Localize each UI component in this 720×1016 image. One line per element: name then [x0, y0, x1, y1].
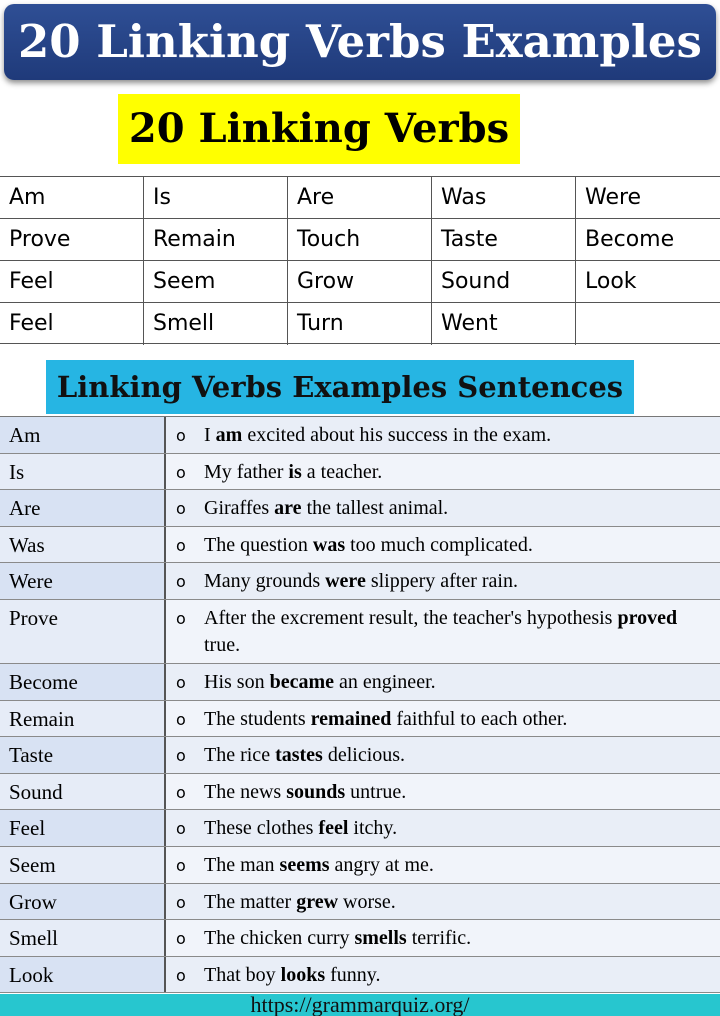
table-row: [0, 454, 720, 491]
sentence-text: [204, 706, 567, 737]
sentence-text: [204, 889, 396, 920]
sentence-end: faithful to each other.: [391, 707, 568, 730]
row-verb: Look: [0, 957, 166, 993]
bullet-icon: o: [176, 608, 186, 628]
sentence-end: slippery after rain.: [365, 570, 518, 593]
sentence-text: [204, 852, 434, 883]
sentence-start: After the excrement result, the teacher's hypothesis: [204, 606, 618, 629]
row-verb: Am: [0, 417, 166, 453]
highlighted-verb: is: [288, 460, 302, 483]
highlighted-verb: grew: [296, 890, 339, 913]
row-verb: Are: [0, 490, 166, 526]
bullet-icon: o: [176, 819, 186, 839]
table-row: [0, 847, 720, 884]
table-row: [0, 417, 720, 454]
bullet-icon: o: [176, 965, 186, 985]
table-row: [0, 490, 720, 527]
sentence-end: terrific.: [406, 927, 472, 950]
row-verb: Taste: [0, 737, 166, 773]
row-verb: Sound: [0, 774, 166, 810]
row-sentence: [166, 417, 720, 453]
bullet-icon: o: [176, 929, 186, 949]
sentence-text: [204, 669, 436, 700]
highlighted-verb: smells: [354, 927, 407, 950]
highlighted-verb: proved: [617, 606, 678, 629]
row-verb: Was: [0, 527, 166, 563]
row-sentence: [166, 920, 720, 956]
sentence-text: [204, 495, 448, 526]
page-title: 20 Linking Verbs Examples: [4, 4, 716, 80]
sentence-end: excited about his success in the exam.: [242, 424, 552, 446]
verb-cell: Prove: [0, 219, 144, 261]
row-verb: Smell: [0, 920, 166, 956]
sentence-end: angry at me.: [329, 853, 434, 876]
sentence-text: [204, 605, 714, 663]
row-sentence: [166, 490, 720, 526]
row-verb: Is: [0, 454, 166, 490]
example-sentences-table: [0, 416, 720, 993]
sentence-text: [204, 925, 471, 956]
row-sentence: [166, 701, 720, 737]
verbs-heading: 20 Linking Verbs: [118, 94, 520, 164]
table-row: [0, 737, 720, 774]
sentence-end: delicious.: [322, 744, 406, 767]
row-verb: Feel: [0, 810, 166, 846]
highlighted-verb: were: [325, 570, 366, 593]
sentence-end: too much complicated.: [345, 533, 533, 556]
row-sentence: [166, 563, 720, 599]
verb-cell: [576, 303, 720, 345]
verb-cell: Taste: [432, 219, 576, 261]
sentence-text: [204, 459, 382, 490]
table-row: [0, 884, 720, 921]
verb-cell: Were: [576, 177, 720, 219]
sentence-text: [204, 568, 518, 599]
sentence-text: [204, 779, 406, 810]
table-row: [0, 701, 720, 738]
row-sentence: [166, 527, 720, 563]
sentence-start: The man: [204, 853, 280, 876]
row-verb: Were: [0, 563, 166, 599]
row-sentence: [166, 664, 720, 700]
bullet-icon: o: [176, 535, 186, 555]
table-row: [0, 920, 720, 957]
table-row: [0, 664, 720, 701]
sentence-text: [204, 962, 381, 993]
sentence-end: worse.: [338, 890, 396, 913]
source-url: https://grammarquiz.org/: [0, 994, 720, 1016]
highlighted-verb: are: [274, 497, 302, 520]
sentence-text: [204, 815, 397, 846]
linking-verbs-grid: [0, 176, 720, 344]
sentence-end: the tallest animal.: [301, 497, 449, 520]
verb-cell: Are: [288, 177, 432, 219]
highlighted-verb: remained: [310, 707, 392, 730]
verb-cell: Feel: [0, 261, 144, 303]
sentences-heading: Linking Verbs Examples Sentences: [46, 360, 634, 414]
row-sentence: [166, 884, 720, 920]
table-row: [0, 527, 720, 564]
verb-cell: Seem: [144, 261, 288, 303]
row-verb: Seem: [0, 847, 166, 883]
verb-cell: Sound: [432, 261, 576, 303]
verb-cell: Remain: [144, 219, 288, 261]
sentence-end: untrue.: [345, 780, 407, 803]
sentence-start: The news: [204, 780, 287, 803]
highlighted-verb: feel: [318, 817, 349, 840]
sentence-end: itchy.: [348, 817, 398, 840]
highlighted-verb: sounds: [286, 780, 346, 803]
verb-cell: Look: [576, 261, 720, 303]
row-sentence: [166, 737, 720, 773]
verb-cell: Grow: [288, 261, 432, 303]
sentence-end: an engineer.: [334, 670, 436, 693]
sentence-start: Giraffes: [204, 497, 275, 520]
bullet-icon: o: [176, 746, 186, 766]
bullet-icon: o: [176, 499, 186, 519]
verb-cell: Smell: [144, 303, 288, 345]
row-sentence: [166, 957, 720, 993]
sentence-end: funny.: [325, 963, 381, 986]
row-sentence: [166, 454, 720, 490]
bullet-icon: o: [176, 672, 186, 692]
sentence-start: These clothes: [204, 817, 319, 840]
verb-cell: Touch: [288, 219, 432, 261]
row-sentence: [166, 774, 720, 810]
row-sentence: [166, 847, 720, 883]
row-verb: Grow: [0, 884, 166, 920]
verb-cell: Become: [576, 219, 720, 261]
sentence-start: His son: [204, 670, 270, 693]
sentence-end: a teacher.: [301, 460, 383, 483]
sentence-start: The rice: [204, 744, 276, 767]
verb-cell: Went: [432, 303, 576, 345]
verb-cell: Am: [0, 177, 144, 219]
bullet-icon: o: [176, 782, 186, 802]
row-verb: Prove: [0, 600, 166, 663]
table-row: [0, 563, 720, 600]
row-verb: Become: [0, 664, 166, 700]
bullet-icon: o: [176, 892, 186, 912]
highlighted-verb: seems: [279, 853, 330, 876]
verb-cell: Is: [144, 177, 288, 219]
bullet-icon: o: [176, 855, 186, 875]
highlighted-verb: tastes: [275, 744, 323, 767]
table-row: [0, 957, 720, 994]
sentence-text: [204, 422, 551, 453]
sentence-start: My father: [204, 460, 289, 483]
highlighted-verb: became: [269, 670, 334, 693]
bullet-icon: o: [176, 709, 186, 729]
highlighted-verb: am: [215, 424, 243, 446]
bullet-icon: o: [176, 462, 186, 482]
sentence-start: That boy: [204, 963, 281, 986]
verb-cell: Turn: [288, 303, 432, 345]
sentence-text: [204, 532, 533, 563]
verb-cell: Feel: [0, 303, 144, 345]
bullet-icon: o: [176, 572, 186, 592]
row-sentence: [166, 810, 720, 846]
bullet-icon: o: [176, 426, 186, 445]
sentence-start: The question: [204, 533, 313, 556]
highlighted-verb: looks: [280, 963, 326, 986]
sentence-end: true.: [204, 633, 241, 656]
row-sentence: [166, 600, 720, 663]
sentence-start: The students: [204, 707, 311, 730]
table-row: [0, 774, 720, 811]
sentence-start: The matter: [204, 890, 297, 913]
sentence-start: The chicken curry: [204, 927, 355, 950]
sentence-text: [204, 742, 405, 773]
table-row: [0, 810, 720, 847]
verb-cell: Was: [432, 177, 576, 219]
row-verb: Remain: [0, 701, 166, 737]
table-row: [0, 600, 720, 664]
sentence-start: Many grounds: [204, 570, 326, 593]
sentence-start: I: [204, 424, 216, 446]
highlighted-verb: was: [312, 533, 346, 556]
